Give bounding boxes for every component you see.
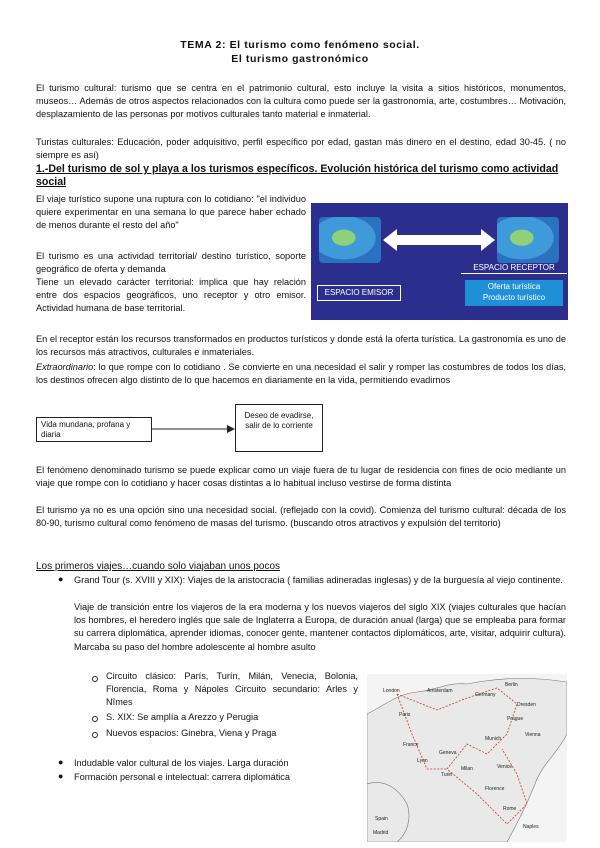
- map-label: Lyon: [417, 758, 428, 764]
- map-label: Prague: [507, 716, 524, 722]
- grand-tour-map: [367, 674, 567, 842]
- document-title: TEMA 2: El turismo como fenómeno social.: [180, 39, 420, 51]
- map-label: Spain: [375, 816, 388, 822]
- extraordinario-term: Extraordinario: [36, 362, 94, 372]
- section-1-paragraph-1: El viaje turístico supone una ruptura con lo cotidiano: "el individuo quiere experimentar en una semana lo que parece haber echado de menos durante el resto del año": [36, 194, 306, 231]
- double-arrow-icon: [383, 229, 495, 251]
- map-label: France: [403, 742, 419, 748]
- bullet-dot-icon: ●: [58, 574, 64, 584]
- sub-bullet-circle-icon: [92, 676, 98, 682]
- section-1-paragraph-3: Tiene un elevado carácter territorial: implica que hay relación entre dos espacios geográficos, uno receptor y otro emisor. Actividad humana de base territorial.: [36, 277, 306, 314]
- globe-left-icon: [319, 217, 381, 263]
- vida-mundana-box: [36, 417, 152, 442]
- nuevos-espacios-item: Nuevos espacios: Ginebra, Viena y Praga: [106, 728, 277, 738]
- oferta-turistica-label: Oferta turística: [487, 282, 541, 291]
- producto-turistico-label: Producto turístico: [482, 293, 546, 302]
- map-label: London: [383, 688, 400, 694]
- siglo-xix-item: S. XIX: Se amplía a Arezzo y Perugia: [106, 712, 259, 722]
- intro-paragraph-1: El turismo cultural: turismo que se centra en el patrimonio cultural, esto incluye la visita a sitios históricos, monumentos, museos… Además de otros aspectos relacionados con la cultura como puede ser la gastronomía, arte, costumbres… Motivación, desplazamiento de las personas por motivos culturales tanto material e inmaterial.: [36, 83, 566, 120]
- intro-paragraph-2: Turistas culturales: Educación, poder adquisitivo, perfil específico por edad, gastan más dinero en el destino, edad 30-45. ( no siempre es así): [36, 137, 566, 161]
- map-label: Rome: [503, 806, 517, 812]
- globe-right-icon: [497, 217, 559, 263]
- valor-cultural-item: Indudable valor cultural de los viajes. Larga duración: [74, 758, 289, 768]
- extraordinario-definition: : lo que rompe con lo cotidiano . Se convierte en una necesidad el salir y romper las costumbres de todos los días, los destinos ofrecen algo distinto de lo que hacemos en diariamente en la vida, permitiendo evadirnos: [36, 362, 566, 386]
- deseo-evadirse-label: Deseo de evadirse, salir de lo corriente: [244, 411, 314, 430]
- map-label: Florence: [485, 786, 505, 792]
- section-1-paragraph-6: El fenómeno denominado turismo se puede explicar como un viaje fuera de tu lugar de residencia con fines de ocio mediante un viaje que rompe con lo cotidiano y hacer cosas distintas a lo habitual incluso vestirse de forma distinta: [36, 465, 566, 489]
- section-1-heading: 1.-Del turismo de sol y playa a los turismos específicos. Evolución histórica del turismo como actividad social: [36, 163, 559, 188]
- section-1-paragraph-5: [36, 361, 566, 387]
- map-label: Berlin: [505, 682, 518, 688]
- espacio-emisor-box: [317, 285, 401, 301]
- emisor-receptor-diagram: [311, 203, 568, 320]
- section-1-paragraph-2: El turismo es una actividad territorial/ destino turístico, soporte geográfico de oferta y demanda: [36, 251, 306, 275]
- section-1-paragraph-7: El turismo ya no es una opción sino una necesidad social. (reflejado con la covid). Comienza del turismo cultural: década de los 80-90, turismo cultural como fenómeno de masas del turismo. (buscando otros atractivos y expulsión del territorio): [36, 505, 566, 529]
- grand-tour-paragraph: Grand Tour (s. XVIII y XIX): Viajes de la aristocracia ( familias adineradas inglesas) y de la burguesía al viejo continente.: [74, 575, 563, 585]
- map-label: Milan: [461, 766, 473, 772]
- map-label: Vienna: [525, 732, 541, 738]
- vida-mundana-label: Vida mundana, profana y diaria: [41, 420, 131, 439]
- section-1-paragraph-4: En el receptor están los recursos transformados en productos turísticos y donde está la oferta turística. La gastronomía es uno de los recursos más atractivos, culturales e inmateriales.: [36, 334, 566, 358]
- bullet-dot-icon: ●: [58, 771, 64, 781]
- formacion-personal-item: Formación personal e intelectual: carrera diplomática: [74, 772, 291, 782]
- map-label: Dresden: [517, 702, 536, 708]
- map-label: Turin: [441, 772, 453, 778]
- map-label: Madrid: [373, 830, 389, 836]
- flow-arrow-icon: [151, 423, 235, 435]
- bullet-dot-icon: ●: [58, 757, 64, 767]
- section-2-heading: Los primeros viajes…cuando solo viajaban unos pocos: [36, 561, 281, 572]
- sub-bullet-circle-icon: [92, 716, 98, 722]
- map-label: Venice: [497, 764, 513, 770]
- map-label: Paris: [399, 712, 411, 718]
- grand-tour-paragraph-2: Viaje de transición entre los viajeros de la era moderna y los nuevos viajeros del siglo XIX (viajes culturales que hacían los hombres, el heredero inglés que sale de Inglaterra a Europa, de duración anual (larga) que se empleaba para formar su carrera diplomática, aprender idiomas, conocer gente, mantener contactos diplomáticos, arte, visitar, adquirir cultura). Marcaba su paso del hombre adolescente al hombre asulto: [74, 602, 566, 652]
- deseo-evadirse-box: [235, 404, 323, 452]
- oferta-box: [465, 280, 563, 306]
- espacio-receptor-label: ESPACIO RECEPTOR: [473, 263, 555, 272]
- receptor-divider: [461, 273, 567, 274]
- espacio-emisor-label: ESPACIO EMISOR: [324, 288, 394, 297]
- map-label: Geneva: [439, 750, 457, 756]
- map-label: Naples: [523, 824, 539, 830]
- circuito-clasico-item: Circuito clásico: París, Turín, Milán, Venecia, Bolonia, Florencia, Roma y Nápoles Circuito secundario: Arles y Nîmes: [106, 671, 358, 708]
- document-subtitle: El turismo gastronómico: [231, 53, 369, 65]
- map-label: Amsterdam: [427, 688, 453, 694]
- map-label: Munich: [485, 736, 502, 742]
- sub-bullet-circle-icon: [92, 732, 98, 738]
- map-label: Germany: [475, 692, 496, 698]
- map-outline: [367, 674, 567, 842]
